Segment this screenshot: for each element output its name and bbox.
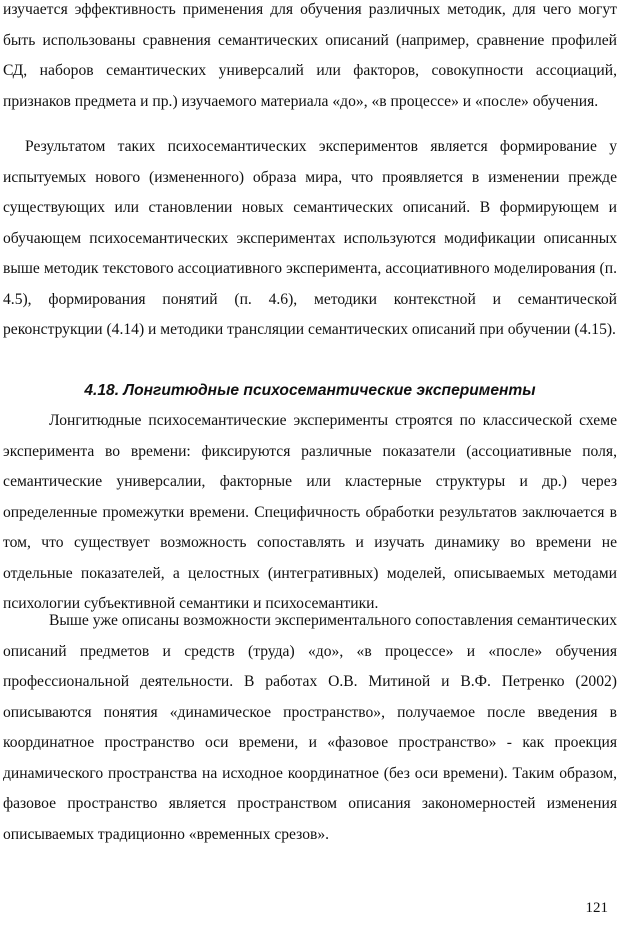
paragraph-dynamic-space: Выше уже описаны возможности экспериментального сопоставления семантических описаний предметов и средств (труда) «до», «в процессе» и «после» обучения профессиональной деятельности. В работах О.В. Митиной и В.Ф. Петренко (2002) описываются понятия «динамическое пространство», получаемое после введения в координатное пространство оси времени, и «фазовое пространство» - как проекция динамического пространства на исходное координатное (без оси времени). Таким образом, фазовое пространство является пространством описания закономерностей изменения описываемых традиционно «временных срезов». [3, 612, 617, 843]
paragraph-results: Результатом таких психосемантических экспериментов является формирование у испытуемых нового (измененного) образа мира, что проявляется в изменении прежде существующих или становлении новых семантических описаний. В формирующем и обучающем психосемантических экспериментах используются модификации описанных выше методик текстового ассоциативного эксперимента, ассоциативного моделирования (п. 4.5), формирования понятий (п. 4.6), методики контекстной и семантической реконструкции (4.14) и методики трансляции семантических описаний при обучении (4.15). [3, 138, 617, 338]
page-number: 121 [585, 900, 608, 916]
paragraph-longitudinal: Лонгитюдные психосемантические эксперименты строятся по классической схеме эксперимента во времени: фиксируются различные показатели (ассоциативные поля, семантические универсалии, факторные или кластерные структуры и др.) через определенные промежутки времени. Специфичность обработки результатов заключается в том, что существует возможность сопоставлять и изучать динамику во времени не отдельные показателей, а целостных (интегративных) моделей, описываемых методами психологии субъективной семантики и психосемантики. [3, 412, 617, 612]
paragraph-continuation: изучается эффективность применения для обучения различных методик, для чего могут быть использованы сравнения семантических описаний (например, сравнение профилей СД, наборов семантических универсалий или факторов, совокупности ассоциаций, признаков предмета и пр.) изучаемого материала «до», «в процессе» и «после» обучения. [3, 1, 617, 110]
section-heading: 4.18. Лонгитюдные психосемантические эксперименты [84, 382, 536, 399]
